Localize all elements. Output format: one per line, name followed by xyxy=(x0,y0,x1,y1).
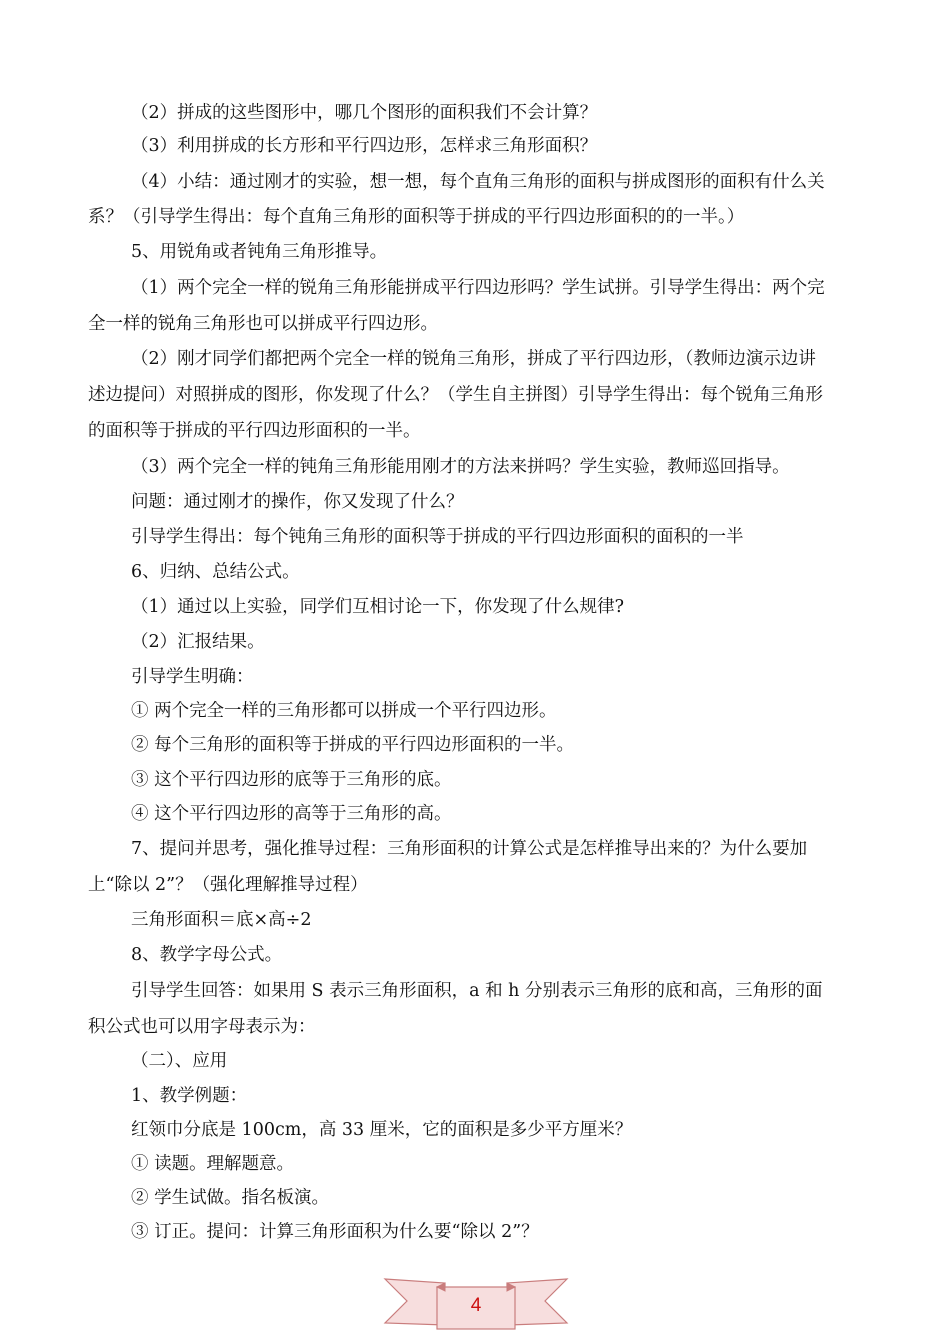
text-line: 8、教学字母公式。 xyxy=(131,945,283,965)
text-line: （二）、应用 xyxy=(131,1051,228,1071)
text-line: ② 每个三角形的面积等于拼成的平行四边形面积的一半。 xyxy=(131,735,575,755)
text-line: 的面积等于拼成的平行四边形面积的一半。 xyxy=(88,421,421,441)
text-line: ① 两个完全一样的三角形都可以拼成一个平行四边形。 xyxy=(131,701,557,721)
text-line: 1、教学例题： xyxy=(131,1086,248,1106)
text-line: 引导学生明确： xyxy=(131,667,254,687)
text-line: （2）汇报结果。 xyxy=(131,632,265,652)
text-line: （2）刚才同学们都把两个完全一样的锐角三角形，拼成了平行四边形，（教师边演示边讲 xyxy=(131,349,816,369)
text-line: 积公式也可以用字母表示为： xyxy=(88,1017,316,1037)
text-line: （1）通过以上实验，同学们互相讨论一下，你发现了什么规律? xyxy=(131,597,625,617)
text-line: ③ 订正。提问：计算三角形面积为什么要“除以 2”？ xyxy=(131,1222,539,1242)
text-line: 6、归纳、总结公式。 xyxy=(131,562,300,582)
text-line: 上“除以 2”？（强化理解推导过程） xyxy=(88,875,368,895)
text-line: （3）利用拼成的长方形和平行四边形，怎样求三角形面积？ xyxy=(131,136,598,156)
text-line: 红领巾分底是 100cm，高 33 厘米，它的面积是多少平方厘米？ xyxy=(131,1120,633,1140)
text-line: ③ 这个平行四边形的底等于三角形的底。 xyxy=(131,770,452,790)
text-line: 7、提问并思考，强化推导过程：三角形面积的计算公式是怎样推导出来的？为什么要加 xyxy=(131,839,808,859)
text-line: （3）两个完全一样的钝角三角形能用刚才的方法来拼吗？学生实验，教师巡回指导。 xyxy=(131,457,790,477)
text-line: 系？（引导学生得出：每个直角三角形的面积等于拼成的平行四边形面积的的一半。） xyxy=(88,207,745,227)
text-line: （2）拼成的这些图形中，哪几个图形的面积我们不会计算？ xyxy=(131,103,598,123)
text-line: 三角形面积＝底×高÷2 xyxy=(131,910,312,930)
text-line: ① 读题。理解题意。 xyxy=(131,1154,295,1174)
page-number: 4 xyxy=(470,1295,482,1316)
text-line: （1）两个完全一样的锐角三角形能拼成平行四边形吗？学生试拼。引导学生得出：两个完 xyxy=(131,278,825,298)
text-line: ② 学生试做。指名板演。 xyxy=(131,1188,330,1208)
text-line: （4）小结：通过刚才的实验，想一想，每个直角三角形的面积与拼成图形的面积有什么关 xyxy=(131,172,825,192)
text-line: 引导学生回答：如果用 S 表示三角形面积，a 和 h 分别表示三角形的底和高，三角形的面 xyxy=(131,981,823,1001)
text-line: 问题：通过刚才的操作，你又发现了什么？ xyxy=(131,492,464,512)
text-line: 5、用锐角或者钝角三角形推导。 xyxy=(131,242,388,262)
text-line: ④ 这个平行四边形的高等于三角形的高。 xyxy=(131,804,452,824)
text-line: 引导学生得出：每个钝角三角形的面积等于拼成的平行四边形面积的面积的一半 xyxy=(131,527,744,547)
text-line: 述边提问）对照拼成的图形，你发现了什么？（学生自主拼图）引导学生得出：每个锐角三角形 xyxy=(88,385,823,405)
text-line: 全一样的锐角三角形也可以拼成平行四边形。 xyxy=(88,314,438,334)
